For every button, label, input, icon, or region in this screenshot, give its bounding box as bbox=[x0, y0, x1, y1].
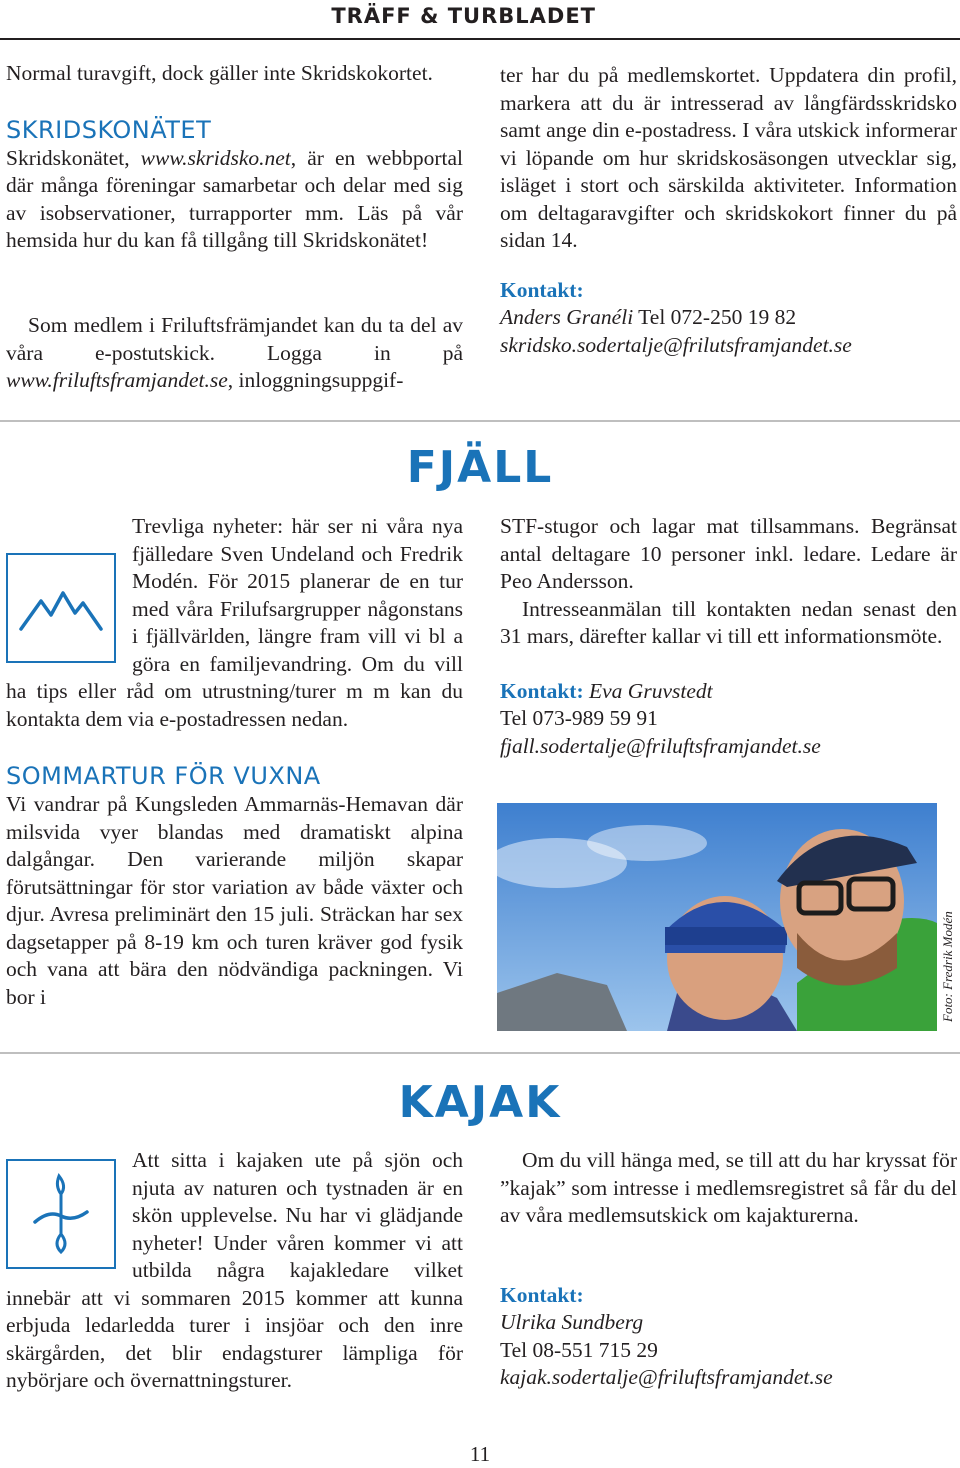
fjall-contact-tel: Tel 073-989 59 91 bbox=[500, 706, 658, 730]
kajak-body2: Om du vill hänga med, se till att du har kryssat för ”kajak” som intresse i medlemsregistret så får du del av våra medlemsutskick om kajakturerna. bbox=[500, 1148, 957, 1227]
skridsko-left-column bbox=[6, 60, 463, 255]
skridsko-contact-name: Anders Granéli bbox=[500, 305, 634, 329]
page-header bbox=[0, 0, 960, 40]
kajak-right-column bbox=[500, 1147, 957, 1392]
fjall-right-column bbox=[500, 513, 957, 760]
paddle-icon bbox=[6, 1159, 116, 1269]
kajak-title: KAJAK bbox=[398, 1077, 562, 1128]
skridskonatet-heading: SKRIDSKONÄTET bbox=[6, 115, 212, 144]
divider bbox=[0, 420, 960, 422]
sommartur-heading: SOMMARTUR FÖR VUXNA bbox=[6, 762, 321, 790]
kajak-contact-tel: Tel 08-551 715 29 bbox=[500, 1337, 658, 1362]
kajak-intro: Att sitta i kajaken ute på sjön och njuta av naturen och tystnaden är en skön upplevelse. Nu har vi glädjande nyheter! Under våren kommer vi att utbilda några kajakledare vilket innebär att vi sommaren 2015 kommer att kunna erbjuda ledarledda turer i insjöar och den inre skärgården, det blir endagsturer lämpliga för nybörjare och övernattningsturer. bbox=[6, 1148, 463, 1392]
kajak-left-column bbox=[6, 1147, 463, 1395]
skridsko-paragraph-3-part-2: ter har du på medlemskortet. Uppdatera din profil, markera att du är intresserad av långfärdsskridsko samt ange din e-postadress. I våra utskick informerar vi löpande om hur skridskosäsongen utvecklar sig, isläget i stort och särskilda aktiviteter. Information om deltagaravgifter och skridskokort finner du på sidan 14. bbox=[500, 63, 957, 252]
skridsko-contact: Kontakt: Anders Granéli Tel 072-250 19 82 skridsko.sodertalje@frilutsframjandet.se bbox=[500, 277, 852, 357]
fjall-body2: Intresseanmälan till kontakten nedan senast den 31 mars, därefter kallar vi till ett informationsmöte. bbox=[500, 596, 957, 648]
fjall-contact: Kontakt: Eva Gruvstedt Tel 073-989 59 91 fjall.sodertalje@friluftsframjandet.se bbox=[500, 678, 821, 758]
fjall-left-column bbox=[6, 513, 463, 1013]
kajak-contact-name: Ulrika Sundberg bbox=[500, 1310, 644, 1334]
friluftsframjandet-link[interactable]: www.friluftsframjandet.se bbox=[6, 368, 228, 392]
skridsko-contact-tel: Tel 072-250 19 82 bbox=[633, 305, 797, 329]
skridsko-net-link[interactable]: www.skridsko.net bbox=[140, 145, 291, 170]
skridsko-paragraph-3-part-1: Som medlem i Friluftsfrämjandet kan du ta del av våra e-postutskick. Logga in på www.friluftsframjandet.se, inloggningsuppgif- bbox=[6, 313, 463, 392]
photo-credit: Foto: Fredrik Modén bbox=[940, 911, 955, 1022]
fjall-contact-email[interactable]: fjall.sodertalje@friluftsframjandet.se bbox=[500, 733, 821, 758]
fjall-body: Vi vandrar på Kungsleden Ammarnäs-Hemavan där milsvida vyer blandas med dramatiskt alpina dalgångar. Den varierande miljön skapar förutsättningar för stor variation av både växter och djur. Avresa preliminärt den 15 juli. Sträckan har sex dagsetapper på 8-19 km och turen kräver god fysik och vana att bära den nödvändiga packningen. Vi bor i bbox=[6, 792, 463, 1009]
skridsko-paragraph-2: Skridskonätet, www.skridsko.net, är en webbportal där många föreningar samarbetar och delar med sig av isobservationer, turrapporter mm. Läs på vår hemsida hur du kan få tillgång till Skridskonätet! bbox=[6, 145, 463, 252]
kajak-contact-email[interactable]: kajak.sodertalje@friluftsframjandet.se bbox=[500, 1365, 833, 1389]
skridsko-contact-email[interactable]: skridsko.sodertalje@frilutsframjandet.se bbox=[500, 332, 852, 357]
skridsko-paragraph-1: Normal turavgift, dock gäller inte Skridskokortet. bbox=[6, 61, 433, 85]
magazine-title: TRÄFF & TURBLADET bbox=[331, 4, 596, 28]
fjall-body-cont: STF-stugor och lagar mat tillsammans. Begränsat antal deltagare 10 personer inkl. ledare. Ledare är Peo Andersson. bbox=[500, 514, 957, 593]
kajak-contact: Kontakt: Ulrika Sundberg Tel 08-551 715 29 kajak.sodertalje@friluftsframjandet.se bbox=[500, 1282, 833, 1389]
fjall-contact-name: Eva Gruvstedt bbox=[583, 678, 713, 703]
skridsko-right-column bbox=[500, 62, 957, 359]
fjall-title: FJÄLL bbox=[406, 442, 554, 493]
mountains-icon bbox=[6, 553, 116, 663]
fjall-intro: Trevliga nyheter: här ser ni våra nya fjälledare Sven Undeland och Fredrik Modén. För 2015 planerar de en tur med våra Frilufsargrupper någonstans i fjällvärlden, längre fram vill vi bl a göra en familjevandring. Om du vill ha tips eller råd om utrustning/turer m m kan du kontakta dem via e-postadressen nedan. bbox=[6, 514, 463, 731]
page-number: 11 bbox=[469, 1442, 491, 1466]
leaders-photo bbox=[497, 803, 937, 1031]
divider bbox=[0, 1052, 960, 1054]
